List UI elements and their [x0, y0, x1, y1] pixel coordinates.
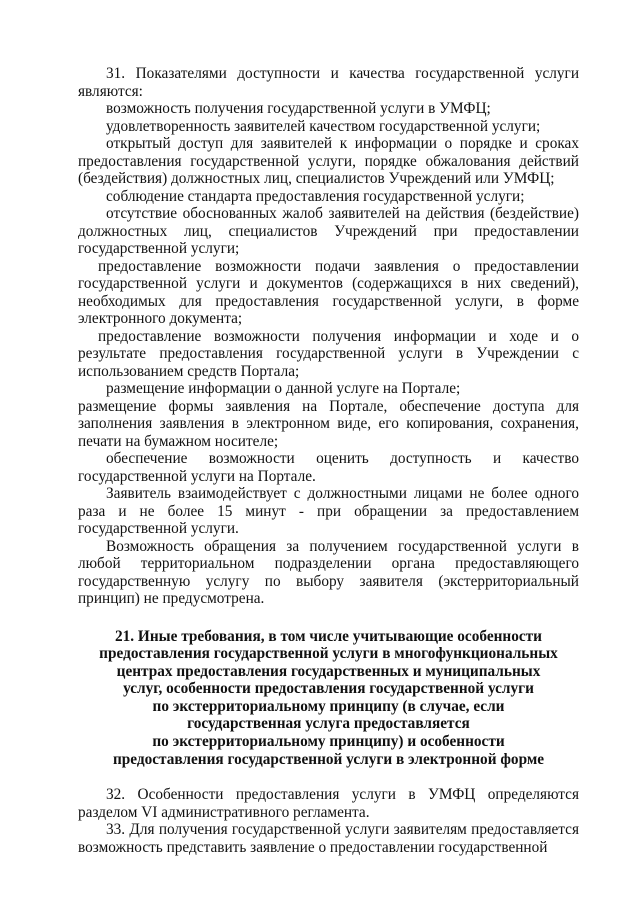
- list-item: открытый доступ для заявителей к информации о порядке и сроках предоставления государственной услуги, порядке обжалования действий (бездействия) должностных лиц, специалистов Учреждений или УМФЦ;: [78, 135, 579, 187]
- list-item: размещение информации о данной услуге на Портале;: [106, 380, 461, 397]
- heading-line: предоставления государственной услуги в многофункциональных: [99, 645, 558, 663]
- paragraph: Заявитель взаимодействует с должностными лицами не более одного раза и не более 15 минут - при обращении за предоставлением государственной услуги.: [78, 485, 579, 537]
- heading-line: по экстерриториальному принципу (в случае, если: [152, 697, 505, 715]
- paragraph-32: 32. Особенности предоставления услуги в УМФЦ определяются разделом VI административного регламента.: [78, 786, 579, 821]
- list-item: удовлетворенность заявителей качеством государственной услуги;: [106, 117, 541, 135]
- heading-line: услуг, особенности предоставления государственной услуги: [123, 680, 534, 698]
- heading-line: центрах предоставления государственных и муниципальных: [116, 662, 541, 680]
- heading-line: 21. Иные требования, в том числе учитывающие особенности: [114, 627, 542, 645]
- spacer: [78, 768, 579, 786]
- list-item: соблюдение стандарта предоставления государственной услуги;: [106, 187, 525, 205]
- heading-line: государственная услуга предоставляется: [187, 715, 470, 733]
- list-item: размещение формы заявления на Портале, обеспечение доступа для заполнения заявления в электронном виде, его копирования, сохранения, печати на бумажном носителе;: [78, 397, 579, 450]
- list-item: предоставление возможности подачи заявления о предоставлении государственной услуги и документов (содержащихся в них сведений), необходимых для предоставления государственной услуги, в форме электронного документа;: [78, 257, 579, 327]
- list-item: предоставление возможности получения информации и ходе и о результате предоставления государственной услуги в Учреждении с использованием средств Портала;: [78, 327, 579, 380]
- section-heading-21: [78, 628, 579, 769]
- heading-line: по экстерриториальному принципу) и особенности: [152, 733, 505, 751]
- document-page: [78, 65, 579, 856]
- list-item: отсутствие обоснованных жалоб заявителей на действия (бездействие) должностных лиц, специалистов Учреждений при предоставлении государственной услуги;: [78, 205, 579, 257]
- paragraph-31: 31. Показателями доступности и качества государственной услуги являются:: [78, 65, 579, 100]
- paragraph-33: 33. Для получения государственной услуги заявителям предоставляется возможность представить заявление о предоставлении государственной: [78, 821, 579, 856]
- list-item: обеспечение возможности оценить доступность и качество государственной услуги на Портале.: [78, 450, 579, 485]
- paragraph: Возможность обращения за получением государственной услуги в любой территориальном подразделении органа предоставляющего государственную услугу по выбору заявителя (экстерриториальный принцип) не предусмотрена.: [78, 537, 579, 607]
- list-item: возможность получения государственной услуги в УМФЦ;: [106, 100, 491, 117]
- heading-line: предоставления государственной услуги в электронной форме: [112, 750, 545, 768]
